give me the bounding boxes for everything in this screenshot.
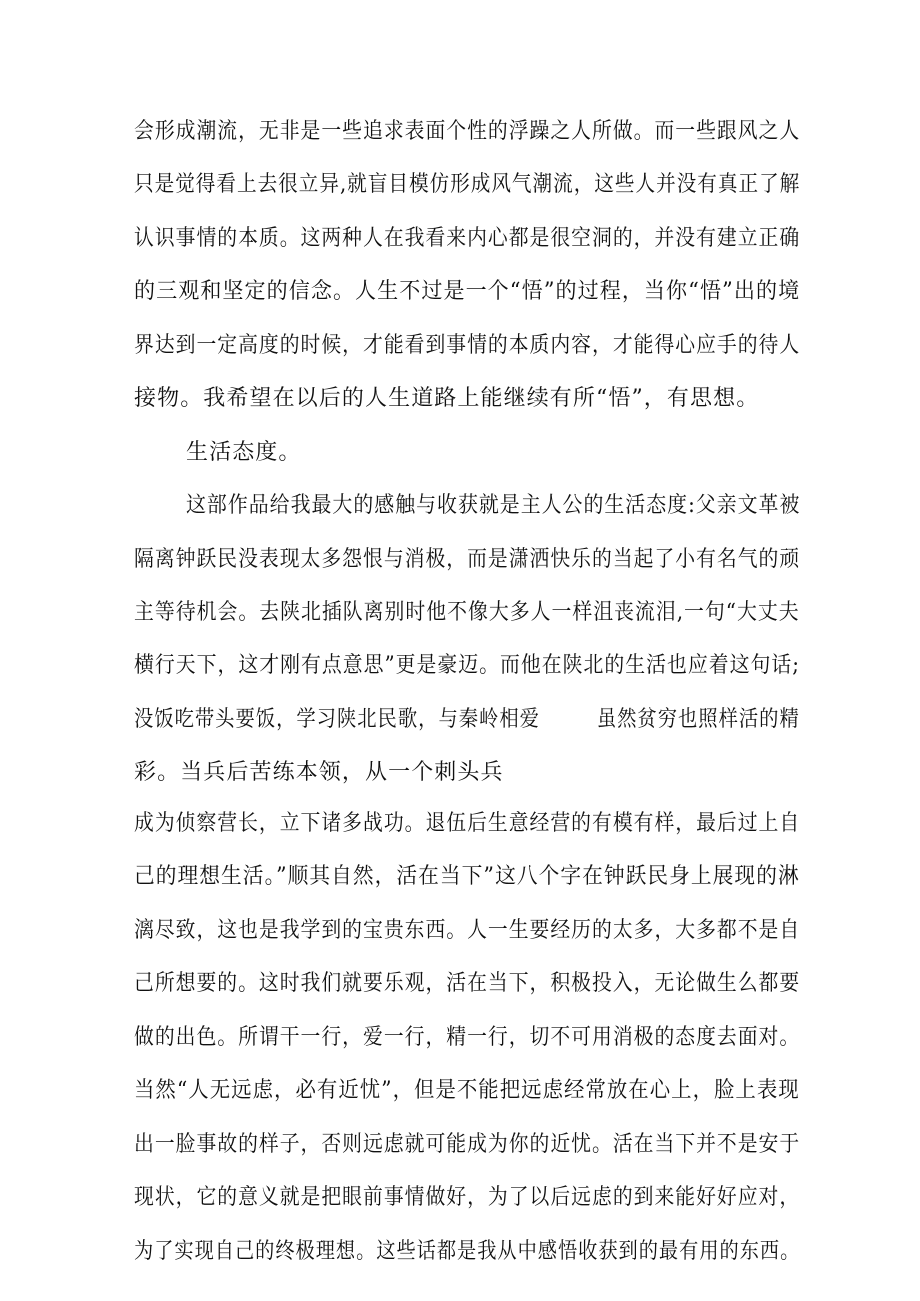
paragraph-2-line-15: 为了实现自己的终极理想。这些话都是我从中感悟收获到的最有用的东西。 <box>134 1239 801 1264</box>
paragraph-1-line-2: 只是觉得看上去很立异,就盲目模仿形成风气潮流，这些人并没有真正了解 <box>134 172 801 197</box>
paragraph-1-line-1: 会形成潮流，无非是一些追求表面个性的浮躁之人所做。而一些跟风之人 <box>134 119 801 144</box>
paragraph-2-line-10: 己所想要的。这时我们就要乐观，活在当下，积极投入，无论做生么都要 <box>134 971 801 996</box>
paragraph-2-line-6: 彩。当兵后苦练本领，从一个刺头兵 <box>134 760 504 785</box>
paragraph-1-line-5: 界达到一定高度的时候，才能看到事情的本质内容，才能得心应手的待人 <box>134 333 801 358</box>
paragraph-2-line-9: 漓尽致，这也是我学到的宝贵东西。人一生要经历的太多，大多都不是自 <box>134 918 801 943</box>
paragraph-2-line-1: 这部作品给我最大的感触与收获就是主人公的生活态度:父亲文革被 <box>186 493 801 518</box>
paragraph-2-line-11: 做的出色。所谓干一行，爱一行，精一行，切不可用消极的态度去面对。 <box>134 1025 801 1050</box>
section-heading: 生活态度。 <box>186 440 302 465</box>
paragraph-2-line-13: 出一脸事故的样子，否则远虑就可能成为你的近忧。活在当下并不是安于 <box>134 1132 801 1157</box>
paragraph-2-line-5: 没饭吃带头要饭，学习陕北民歌，与秦岭相爱 虽然贫穷也照样活的精 <box>134 707 800 732</box>
paragraph-1-line-3: 认识事情的本质。这两种人在我看来内心都是很空洞的，并没有建立正确 <box>134 226 801 251</box>
paragraph-2-line-14: 现状，它的意义就是把眼前事情做好，为了以后远虑的到来能好好应对， <box>134 1185 801 1210</box>
paragraph-2-line-8: 己的理想生活。”顺其自然，活在当下”这八个字在钟跃民身上展现的淋 <box>134 864 800 889</box>
paragraph-2-line-2: 隔离钟跃民没表现太多怨恨与消极，而是潇洒快乐的当起了小有名气的顽 <box>134 547 801 572</box>
paragraph-2-line-4: 横行天下，这才刚有点意思”更是豪迈。而他在陕北的生活也应着这句话; <box>134 653 800 678</box>
paragraph-1-line-6: 接物。我希望在以后的人生道路上能继续有所“悟”，有思想。 <box>134 386 760 411</box>
paragraph-2-line-12: 当然“人无远虑，必有近忧”，但是不能把远虑经常放在心上，脸上表现 <box>134 1078 800 1103</box>
paragraph-2-line-7: 成为侦察营长，立下诸多战功。退伍后生意经营的有模有样，最后过上自 <box>134 811 801 836</box>
paragraph-1-line-4: 的三观和坚定的信念。人生不过是一个“悟”的过程，当你“悟”出的境 <box>134 279 801 304</box>
paragraph-2-line-3: 主等待机会。去陕北插队离别时他不像大多人一样沮丧流泪,一句“大丈夫 <box>134 600 800 625</box>
